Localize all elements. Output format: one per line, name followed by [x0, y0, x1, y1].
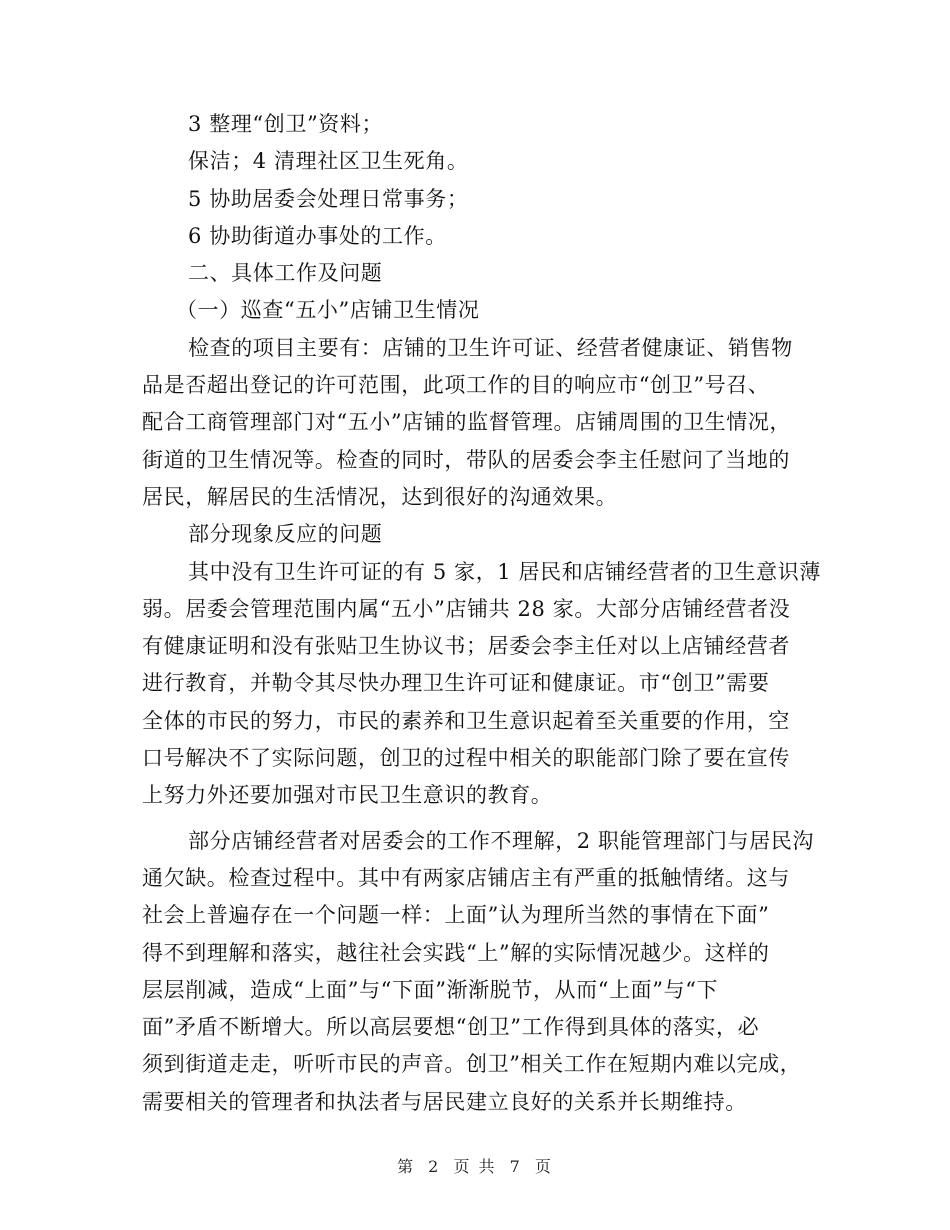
- footer-prefix: 第: [397, 1157, 416, 1176]
- paragraph-line: 面”矛盾不断增大。所以高层要想“创卫”工作得到具体的落实，必: [142, 1015, 760, 1040]
- list-item: 6 协助街道办事处的工作。: [188, 223, 447, 248]
- list-item: 保洁；4 清理社区卫生死角。: [188, 149, 469, 174]
- footer-middle: 页 共: [453, 1157, 497, 1176]
- paragraph-line: 通欠缺。检查过程中。其中有两家店铺店主有严重的抵触情绪。这与: [142, 865, 790, 890]
- total-pages: 7: [509, 1157, 522, 1176]
- paragraph-line: 弱。居委会管理范围内属“五小”店铺共 28 家。大部分店铺经营者没: [142, 596, 791, 621]
- paragraph-line: 须到街道走走，听听市民的声音。创卫”相关工作在短期内难以完成，: [142, 1052, 802, 1077]
- paragraph-line: 其中没有卫生许可证的有 5 家，1 居民和店铺经营者的卫生意识薄: [188, 559, 821, 584]
- paragraph-line: 检查的项目主要有：店铺的卫生许可证、经营者健康证、销售物: [188, 335, 793, 360]
- paragraph-line: 社会上普遍存在一个问题一样：上面”认为理所当然的事情在下面”: [142, 903, 770, 928]
- paragraph-line: 全体的市民的努力，市民的素养和卫生意识起着至关重要的作用，空: [142, 708, 790, 733]
- page-number: 2: [428, 1157, 441, 1176]
- list-item: 5 协助居委会处理日常事务；: [188, 186, 469, 211]
- paragraph-line: 进行教育，并勒令其尽快办理卫生许可证和健康证。市“创卫”需要: [142, 671, 770, 696]
- paragraph-line: 上努力外还要加强对市民卫生意识的教育。: [142, 783, 553, 808]
- paragraph-line: 居民，解居民的生活情况，达到很好的沟通效果。: [142, 484, 618, 509]
- document-body: [142, 106, 821, 1121]
- paragraph-line: 部分店铺经营者对居委会的工作不理解，2 职能管理部门与居民沟: [188, 828, 815, 853]
- paragraph-problems: [142, 554, 821, 815]
- paragraph-line: 口号解决不了实际问题，创卫的过程中相关的职能部门除了要在宣传: [142, 746, 790, 771]
- paragraph-communication: [142, 823, 815, 1121]
- problems-heading: 部分现象反应的问题: [188, 522, 383, 547]
- paragraph-line: 品是否超出登记的许可范围，此项工作的目的响应市“创卫”号召、: [142, 373, 770, 398]
- footer-suffix: 页: [534, 1157, 553, 1176]
- paragraph-line: 得不到理解和落实，越往社会实践“上”解的实际情况越少。这样的: [142, 940, 770, 965]
- subsection-heading: （一）巡查“五小”店铺卫生情况: [176, 298, 480, 323]
- section-heading: 二、具体工作及问题: [188, 261, 383, 286]
- paragraph-inspection: [142, 330, 810, 516]
- paragraph-line: 有健康证明和没有张贴卫生协议书；居委会李主任对以上店铺经营者: [142, 634, 790, 659]
- list-item: 3 整理“创卫”资料；: [188, 112, 384, 136]
- page-footer: [0, 1154, 950, 1177]
- paragraph-line: 街道的卫生情况等。检查的同时，带队的居委会李主任慰问了当地的: [142, 447, 790, 472]
- paragraph-line: 需要相关的管理者和执法者与居民建立良好的关系并长期维持。: [142, 1089, 747, 1114]
- paragraph-spacer: [142, 815, 810, 823]
- paragraph-line: 层层削减，造成“上面”与“下面”渐渐脱节，从而“上面”与“下: [142, 977, 719, 1002]
- paragraph-line: 配合工商管理部门对“五小”店铺的监督管理。店铺周围的卫生情况，: [142, 410, 792, 435]
